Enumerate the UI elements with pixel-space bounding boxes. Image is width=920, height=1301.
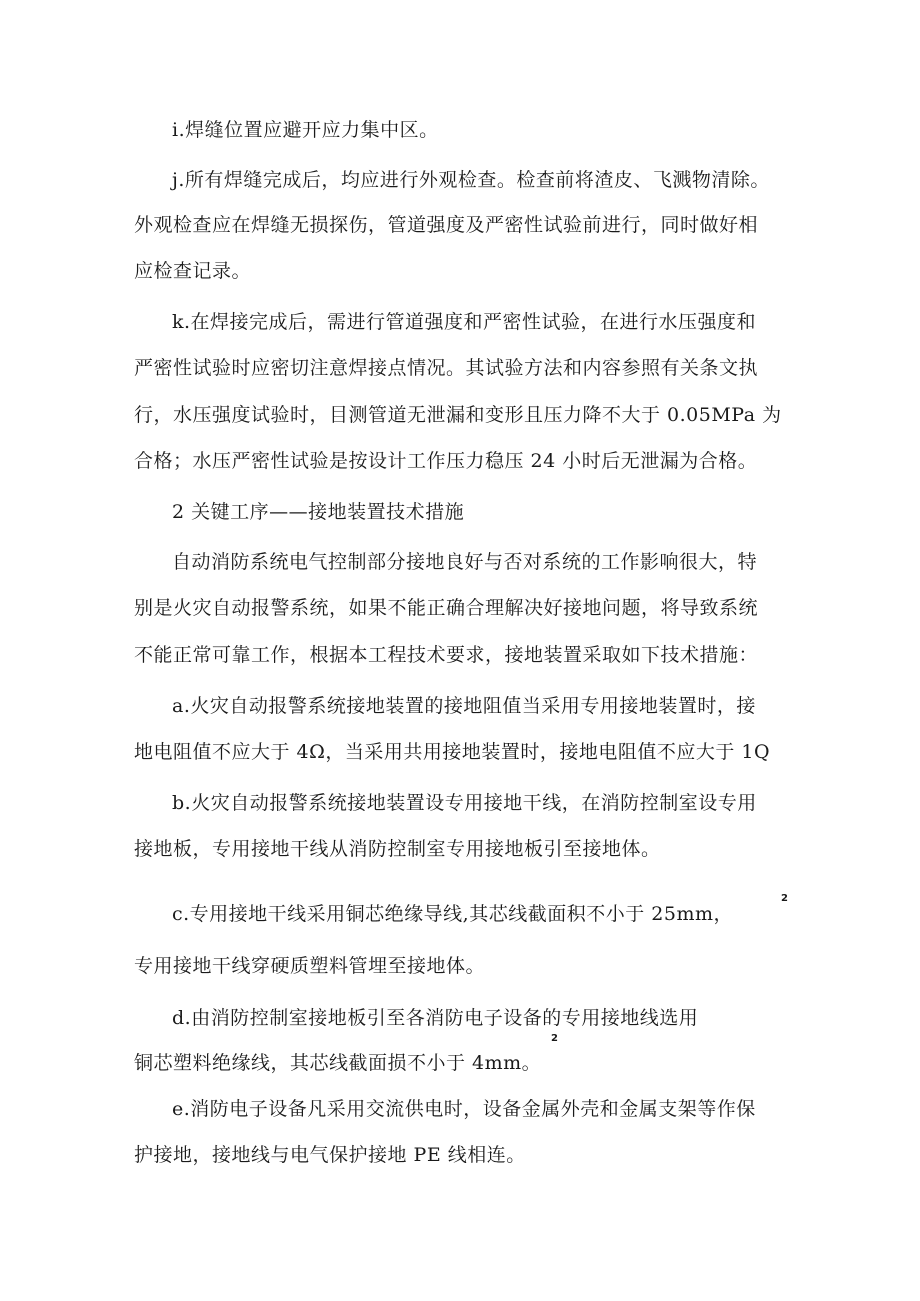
paragraph-i-line-1: i.焊缝位置应避开应力集中区。 (172, 119, 439, 141)
paragraph-j-line-1: j.所有焊缝完成后，均应进行外观检查。检查前将渣皮、飞溅物清除。 (172, 169, 770, 191)
item-a-line-2: 地电阻值不应大于 4Ω，当采用共用接地装置时，接地电阻值不应大于 1Q (134, 741, 771, 763)
item-b-line-1: b.火灾自动报警系统接地装置设专用接地干线，在消防控制室设专用 (172, 792, 757, 814)
intro-line-1: 自动消防系统电气控制部分接地良好与否对系统的工作影响很大，特 (172, 551, 758, 573)
paragraph-j-line-3: 应检查记录。 (134, 260, 252, 282)
intro-line-2: 别是火灾自动报警系统，如果不能正确合理解决好接地问题，将导致系统 (134, 597, 759, 619)
superscript-d: 2 (551, 1033, 558, 1044)
superscript-c: 2 (781, 893, 788, 904)
intro-line-3: 不能正常可靠工作，根据本工程技术要求，接地装置采取如下技术措施： (134, 644, 759, 666)
item-d-line-1: d.由消防控制室接地板引至各消防电子设备的专用接地线选用 (172, 1007, 699, 1029)
item-a-line-1: a.火灾自动报警系统接地装置的接地阻值当采用专用接地装置时，接 (172, 695, 756, 717)
section-heading: 2 关键工序——接地装置技术措施 (172, 501, 465, 523)
item-b-line-2: 接地板，专用接地干线从消防控制室专用接地板引至接地体。 (134, 838, 661, 860)
paragraph-k-line-1: k.在焊接完成后，需进行管道强度和严密性试验，在进行水压强度和 (172, 311, 757, 333)
paragraph-k-line-3: 行，水压强度试验时，目测管道无泄漏和变形且压力降不大于 0.05MPa 为 (134, 404, 782, 426)
paragraph-j-line-2: 外观检查应在焊缝无损探伤，管道强度及严密性试验前进行，同时做好相 (134, 214, 759, 236)
item-e-line-1: e.消防电子设备凡采用交流供电时，设备金属外壳和金属支架等作保 (172, 1098, 756, 1120)
item-d-line-2: 铜芯塑料绝缘线，其芯线截面损不小于 4mm。 (134, 1052, 542, 1074)
paragraph-k-line-4: 合格；水压严密性试验是按设计工作压力稳压 24 小时后无泄漏为合格。 (134, 450, 758, 472)
item-c-line-2: 专用接地干线穿硬质塑料管埋至接地体。 (134, 955, 486, 977)
paragraph-k-line-2: 严密性试验时应密切注意焊接点情况。其试验方法和内容参照有关条文执 (134, 357, 759, 379)
item-e-line-2: 护接地，接地线与电气保护接地 PE 线相连。 (134, 1144, 526, 1166)
item-c-line-1: c.专用接地干线采用铜芯绝缘导线,其芯线截面积不小于 25mm， (172, 903, 733, 925)
